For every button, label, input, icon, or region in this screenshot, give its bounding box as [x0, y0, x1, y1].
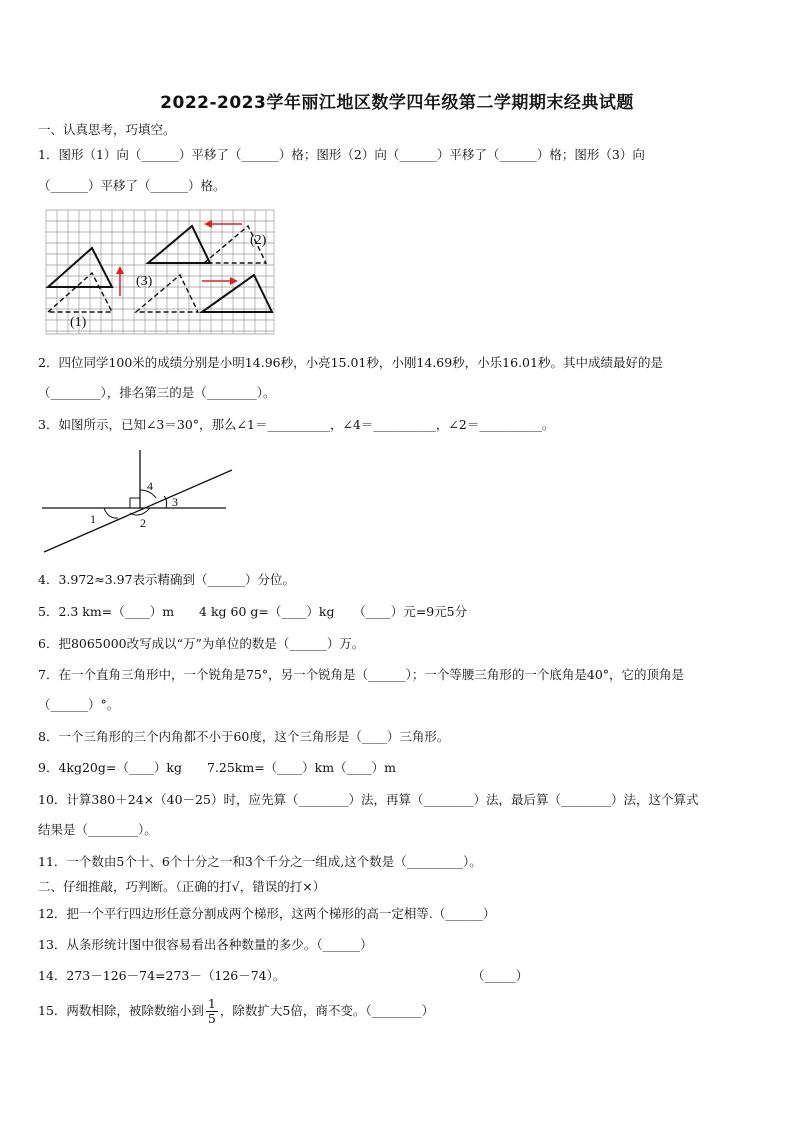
question-5 [38, 603, 768, 621]
question-number: 13． [38, 937, 67, 952]
question-3-line-1 [38, 416, 768, 434]
angle-label-4: 4 [147, 479, 153, 493]
grid-translation-figure [44, 208, 276, 336]
question-number: 7． [38, 667, 59, 682]
question-text: 一个数由5个十、6个十分之一和3个千分之一组成,这个数是（_________）。 [66, 854, 482, 869]
question-7-line-2: （______）°。 [38, 697, 120, 712]
arrow-right-icon [202, 277, 238, 285]
question-number: 2． [38, 355, 59, 370]
question-1-line-2: （______）平移了（______）格。 [38, 178, 226, 193]
fraction-numerator: 1 [207, 996, 216, 1011]
figure-label-3: (3) [136, 274, 153, 289]
question-text: 在一个直角三角形中，一个锐角是75°，另一个锐角是（______）；一个等腰三角形的一个底角是40°，它的顶角是 [58, 667, 685, 682]
question-9 [38, 759, 768, 777]
question-number: 12． [38, 906, 67, 921]
question-text: 从条形统计图中很容易看出各种数量的多少。（______） [66, 937, 373, 952]
question-2-line-1 [38, 354, 768, 372]
question-text-before: 两数相除，被除数缩小到 [66, 1003, 204, 1018]
fraction [206, 997, 218, 1026]
question-number: 10． [38, 792, 67, 807]
question-6 [38, 635, 768, 653]
question-12 [38, 905, 768, 923]
angle-label-2: 2 [140, 516, 146, 530]
question-number: 14． [38, 968, 67, 983]
question-text: 图形（1）向（______）平移了（______）格；图形（2）向（______）平移了（______）格；图形（3）向 [58, 147, 645, 162]
question-text: 一个三角形的三个内角都不小于60度，这个三角形是（____）三角形。 [58, 729, 450, 744]
fraction-denominator: 5 [207, 1011, 216, 1026]
diagonal-line [44, 470, 232, 552]
question-text: 2.3 km=（____）m 4 kg 60 g=（____）kg （____）元=9元5分 [58, 604, 468, 619]
question-number: 11． [38, 854, 67, 869]
question-number: 15． [38, 1003, 67, 1018]
question-number: 9． [38, 760, 59, 775]
question-text: 4kg20g=（____）kg 7.25km=（____）km（____）m [58, 760, 396, 775]
question-4 [38, 571, 768, 589]
figure-label-2: (2) [250, 233, 267, 248]
question-1-line-1 [38, 146, 768, 164]
question-2-line-2: （________），排名第三的是（________）。 [38, 385, 276, 400]
question-10-line-1 [38, 791, 768, 809]
question-7-line-1 [38, 666, 768, 684]
page-title: 2022-2023学年丽江地区数学四年级第二学期期末经典试题 [160, 93, 634, 113]
section-1-heading: 一、认真思考，巧填空。 [38, 122, 176, 137]
angle-arc-1 [104, 508, 118, 518]
question-text: 把8065000改写成以“万”为单位的数是（______）万。 [58, 636, 365, 651]
question-number: 8． [38, 729, 59, 744]
figure-label-1: (1) [70, 315, 87, 330]
question-number: 1． [38, 147, 59, 162]
question-10-line-2: 结果是（________）。 [38, 822, 157, 837]
question-15 [38, 996, 768, 1026]
question-number: 3． [38, 417, 59, 432]
question-number: 5． [38, 604, 59, 619]
right-angle-mark [130, 498, 140, 508]
section-2-heading: 二、仔细推敲，巧判断。（正确的打√，错误的打×） [38, 879, 326, 894]
question-text: 273－126－74=273－（126－74）。 [66, 968, 286, 983]
question-text: 计算380＋24×（40－25）时，应先算（________）法，再算（________）法，最后算（________）法，这个算式 [66, 792, 699, 807]
question-number: 6． [38, 636, 59, 651]
question-8 [38, 728, 768, 746]
question-text: 如图所示，已知∠3＝30°，那么∠1＝__________，∠4＝__________，∠2＝__________。 [58, 417, 555, 432]
question-text: 3.972≈3.97表示精确到（______）分位。 [58, 572, 296, 587]
question-11 [38, 853, 768, 871]
angle-arc-2 [130, 508, 150, 515]
angle-figure [40, 446, 236, 556]
angle-arc-3 [164, 496, 167, 508]
triangle-2-original [148, 226, 210, 263]
question-text: 把一个平行四边形任意分割成两个梯形，这两个梯形的高一定相等.（______） [66, 906, 496, 921]
answer-blank: （_____） [472, 968, 529, 983]
question-text: 四位同学100米的成绩分别是小明14.96秒，小亮15.01秒，小刚14.69秒，小乐16.01秒。其中成绩最好的是 [58, 355, 663, 370]
question-text-after: ，除数扩大5倍，商不变。（________） [219, 1003, 435, 1018]
angle-label-3: 3 [172, 495, 178, 509]
angle-label-1: 1 [90, 512, 96, 526]
question-13 [38, 936, 768, 954]
question-number: 4． [38, 572, 59, 587]
question-14 [38, 967, 768, 985]
